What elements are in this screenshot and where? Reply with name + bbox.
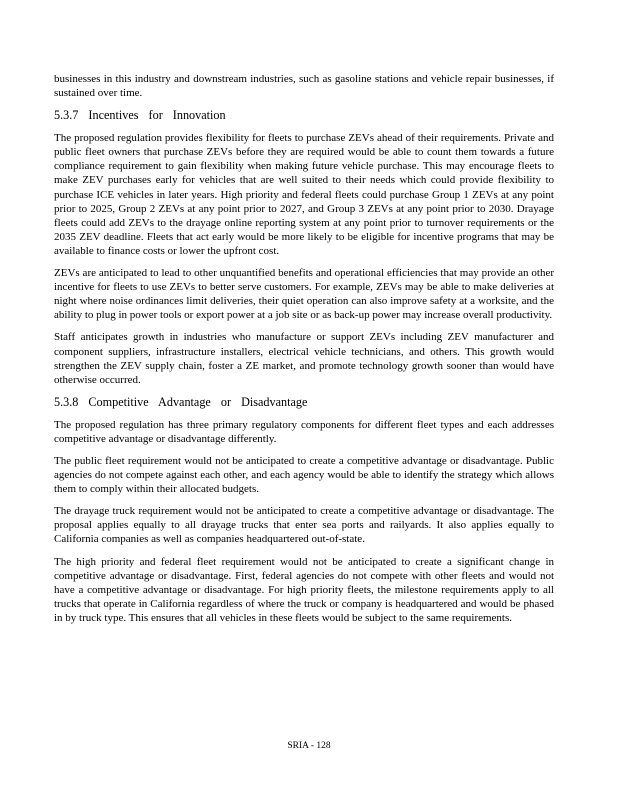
paragraph-competitive-4: The high priority and federal fleet requirement would not be anticipated to create a significant change in competitive advantage or disadvantage. First, federal agencies do not compete with other fleets and would not have a competitive advantage or disadvantage. For high priority fleets, the milestone requirements apply to all trucks that operate in California regardless of where the truck or company is headquartered and would be phased in by truck type. This ensures that all vehicles in these fleets would be subject to the same requirements. (54, 555, 554, 624)
paragraph-incentives-2: ZEVs are anticipated to lead to other unquantified benefits and operational efficiencies that may provide an other incentive for fleets to use ZEVs to better serve customers. For example, ZEVs may be able to make deliveries at night where noise ordinances limit deliveries, their quiet operation can also improve safety at a worksite, and the ability to plug in power tools or export power at a job site or as back-up power may increase overall productivity. (54, 267, 554, 322)
page-footer-number: SRIA - 128 (287, 741, 331, 751)
paragraph-competitive-1: The proposed regulation has three primary regulatory components for different fleet types and each addresses competitive advantage or disadvantage differently. (54, 418, 554, 445)
section-heading-incentives: 5.3.7 Incentives for Innovation (54, 108, 226, 123)
section-heading-competitive: 5.3.8 Competitive Advantage or Disadvantage (54, 394, 308, 409)
page-body (54, 72, 554, 633)
paragraph-incentives-1: The proposed regulation provides flexibility for fleets to purchase ZEVs ahead of their requirements. Private and public fleet owners that purchase ZEVs before they are required would be able to count them towards a future compliance requirement to gain flexibility when making future vehicle purchase. This may encourage fleets to make ZEV purchases early for vehicles that are well suited to their needs which could provide flexibility to purchase ICE vehicles in later years. High priority and federal fleets could purchase Group 1 ZEVs at any point prior to 2025, Group 2 ZEVs at any point prior to 2027, and Group 3 ZEVs at any point prior to 2030. Drayage fleets could add ZEVs to the drayage online reporting system at any point prior to turnover requirements or the 2035 ZEV deadline. Fleets that act early would be more likely to be eligible for incentive programs that may be available to finance costs or lower the upfront cost. (54, 132, 554, 257)
paragraph-incentives-3: Staff anticipates growth in industries who manufacture or support ZEVs including ZEV manufacturer and component suppliers, infrastructure installers, electrical vehicle technicians, and others. This growth would strengthen the ZEV supply chain, foster a ZE market, and promote technology growth sooner than would have otherwise occurred. (54, 331, 554, 386)
paragraph-competitive-2: The public fleet requirement would not be anticipated to create a competitive advantage or disadvantage. Public agencies do not compete against each other, and each agency would be able to identify the strategy which allows them to comply within their allocated budgets. (54, 454, 554, 496)
intro-paragraph: businesses in this industry and downstream industries, such as gasoline stations and vehicle repair businesses, if sustained over time. (54, 73, 554, 100)
paragraph-competitive-3: The drayage truck requirement would not be anticipated to create a competitive advantage or disadvantage. The proposal applies equally to all drayage trucks that enter sea ports and railyards. It also applies equally to California companies as well as companies headquartered out-of-state. (54, 505, 554, 546)
